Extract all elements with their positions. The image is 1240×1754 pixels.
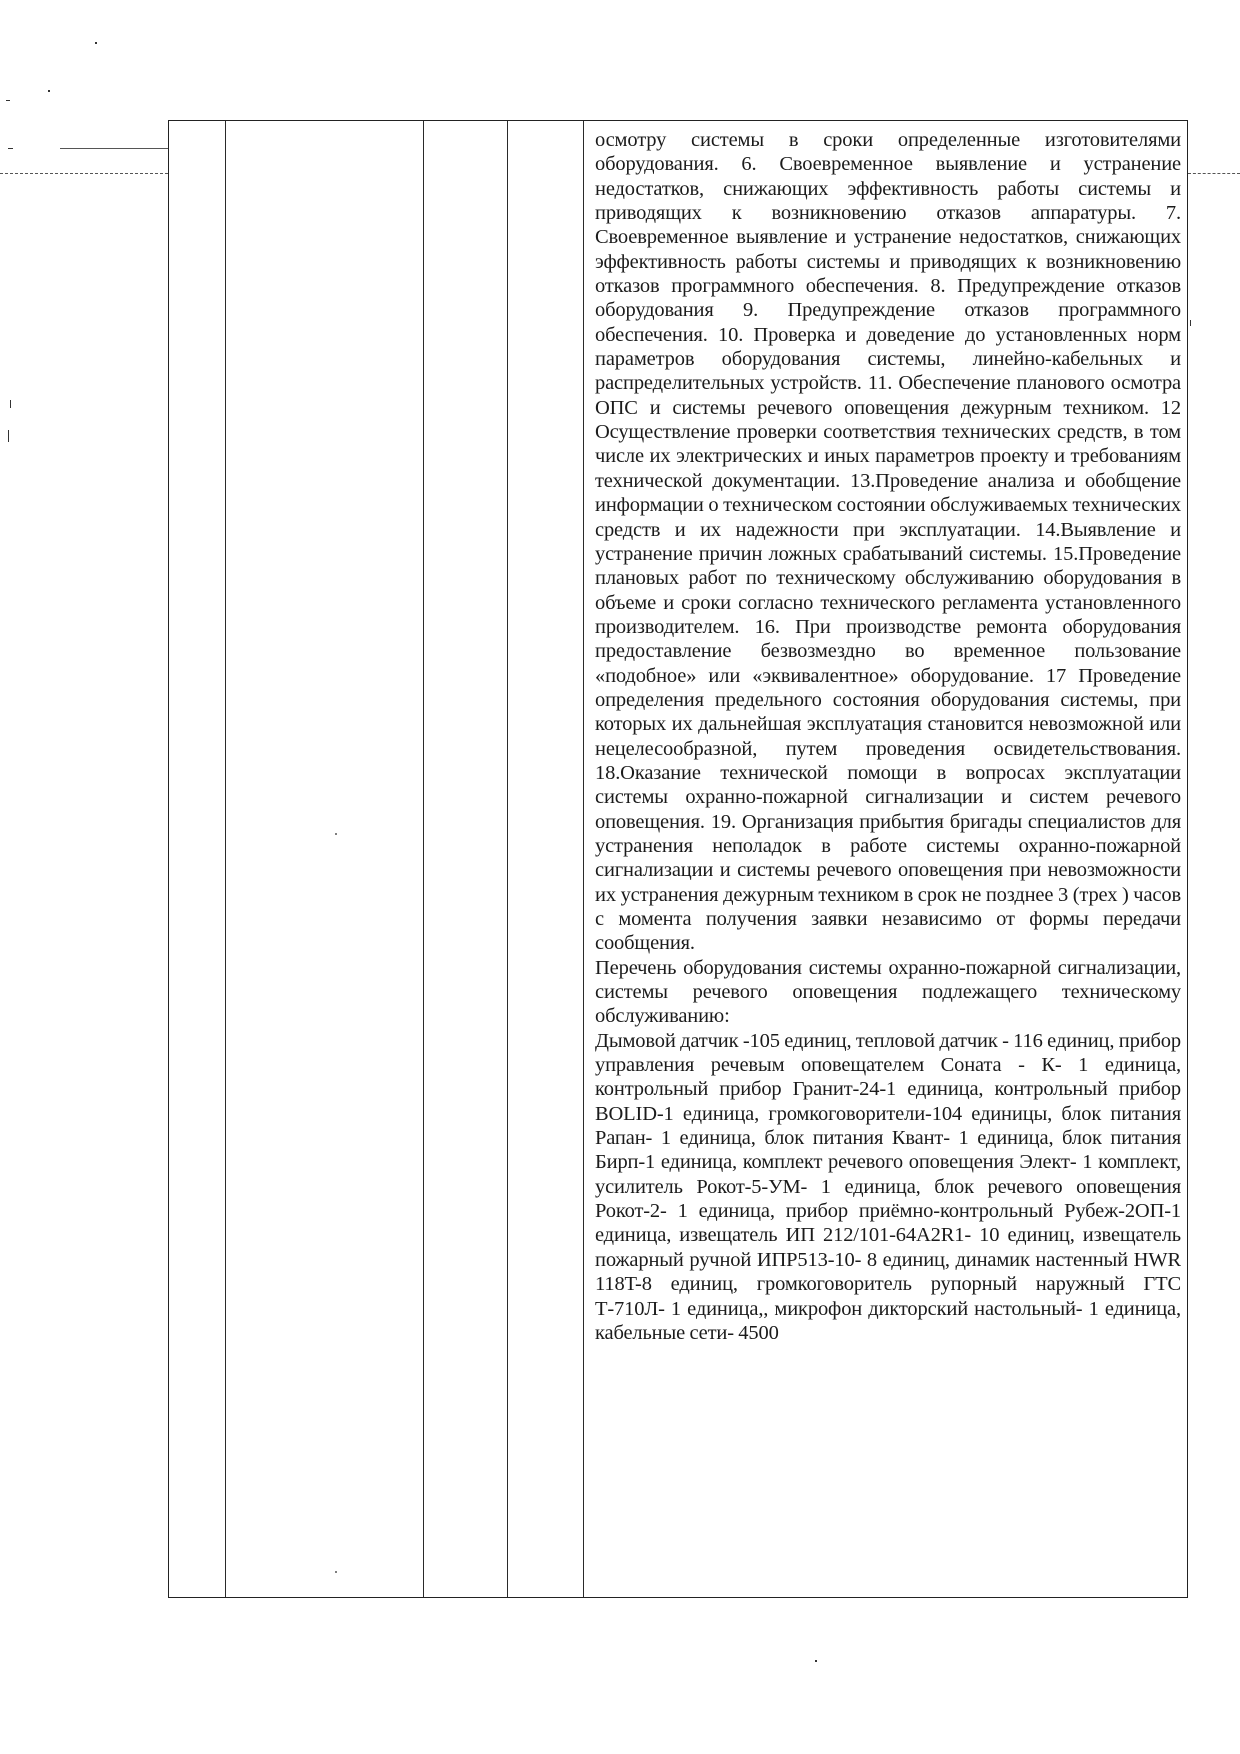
scan-speck [335,833,337,835]
table-column-divider [423,121,424,1597]
scan-fold-line [1188,173,1240,174]
scan-fold-line [0,173,168,174]
scan-speck [1190,320,1191,326]
scan-speck [8,430,9,442]
table-column-divider [225,121,226,1597]
scan-speck [48,90,50,92]
scan-speck [815,1660,817,1662]
table-column-divider [583,121,584,1597]
document-table [168,120,1188,1598]
scan-speck [95,42,97,44]
maintenance-tasks-paragraph: осмотру системы в сроки определенные изготовителями оборудования. 6. Своевременное выявление и устранение недостатков, снижающих эффективность работы системы и приводящих к возникновению отказов аппаратуры. 7. Своевременное выявление и устранение недостатков, снижающих эффективность работы системы и приводящих к возникновению отказов программного обеспечения. 8. Предупреждение отказов оборудования 9. Предупреждение отказов программного обеспечения. 10. Проверка и доведение до установленных норм параметров оборудования системы, линейно-кабельных и распределительных устройств. 11. Обеспечение планового осмотра ОПС и системы речевого оповещения дежурным техником. 12 Осуществление проверки соответствия технических средств, в том числе их электрических и иных параметров проекту и требованиям технической документации. 13.Проведение анализа и обобщение информации о техническом состоянии обслуживаемых технических средств и их надежности при эксплуатации. 14.Выявление и устранение причин ложных срабатываний системы. 15.Проведение плановых работ по техническому обслуживанию оборудования в объеме и сроки согласно технического регламента установленного производителем. 16. При производстве ремонта оборудования предоставление безвозмездно во временное пользование «подобное» или «эквивалентное» оборудование. 17 Проведение определения предельного состояния оборудования системы, при которых их дальнейшая эксплуатация становится невозможной или нецелесообразной, путем проведения освидетельствования. 18.Оказание технической помощи в вопросах эксплуатации системы охранно-пожарной сигнализации и систем речевого оповещения. 19. Организация прибытия бригады специалистов для устранения неполадок в работе системы охранно-пожарной сигнализации и системы речевого оповещения при невозможности их устранения дежурным техником в срок не позднее 3 (трех ) часов с момента получения заявки независимо от формы передачи сообщения. [595,129,1181,955]
scan-speck [10,400,11,408]
equipment-list-heading: Перечень оборудования системы охранно-пожарной сигнализации, системы речевого оповещения подлежащего техническому обслуживанию: [595,956,1181,1028]
scan-fold-line [60,148,168,149]
scan-speck [8,148,13,149]
scan-speck [335,1571,337,1573]
description-cell [595,128,1181,1593]
table-column-divider [507,121,508,1597]
scan-speck [6,100,10,101]
equipment-list-paragraph: Дымовой датчик -105 единиц, тепловой датчик - 116 единиц, прибор управления речевым оповещателем Соната - К- 1 единица, контрольный прибор Гранит-24-1 единица, контрольный прибор BOLID-1 единица, громкоговорители-104 единицы, блок питания Рапан- 1 единица, блок питания Квант- 1 единица, блок питания Бирп-1 единица, комплект речевого оповещения Элект- 1 комплект, усилитель Рокот-5-УМ- 1 единица, блок речевого оповещения Рокот-2- 1 единица, прибор приёмно-контрольный Рубеж-2ОП-1 единица, извещатель ИП 212/101-64А2R1- 10 единиц, извещатель пожарный ручной ИПР513-10- 8 единиц, динамик настенный HWR 118T-8 единиц, громкоговоритель рупорный наружный ГТС Т-710Л- 1 единица,, микрофон дикторский настольный- 1 единица, кабельные сети- 4500 [595,1029,1181,1344]
